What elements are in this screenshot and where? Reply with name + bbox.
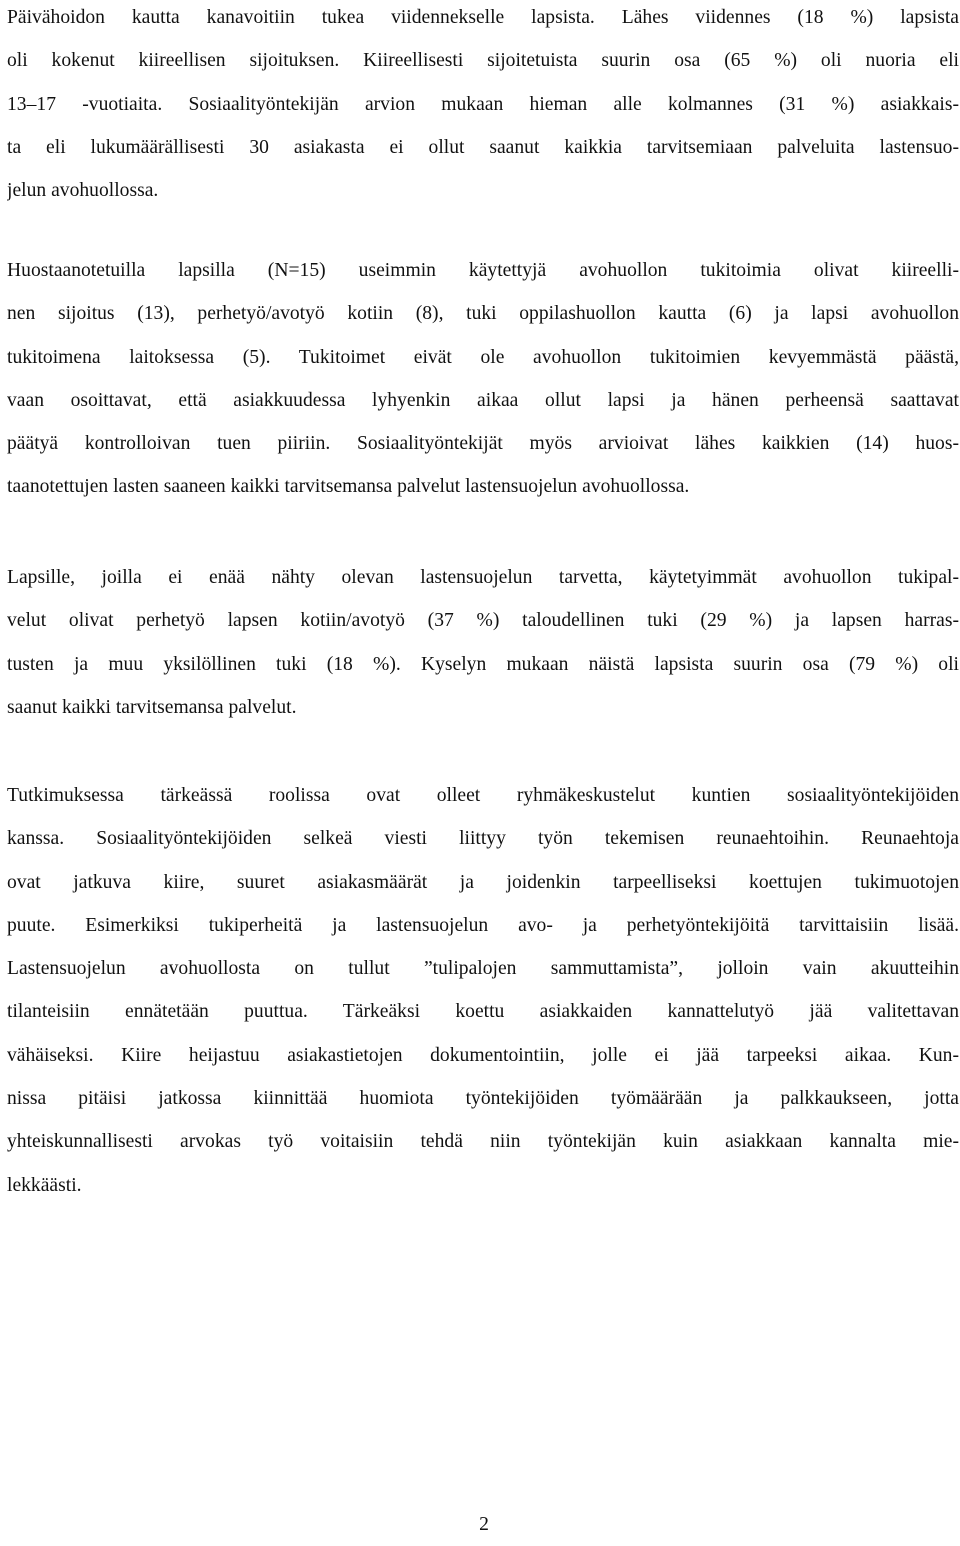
text-line: oli kokenut kiireellisen sijoituksen. Kiireellisesti sijoitetuista suurin osa (65 %) oli nuoria eli <box>7 50 959 72</box>
paragraph-2 <box>7 249 959 509</box>
text-line: Huostaanotetuilla lapsilla (N=15) useimmin käytettyjä avohuollon tukitoimia olivat kiireelli- <box>7 260 959 281</box>
text-line: tilanteisiin ennätetään puuttua. Tärkeäksi koettu asiakkaiden kannattelutyö jää valitettavan <box>7 1001 959 1023</box>
text-line: taanotettujen lasten saaneen kaikki tarvitsemansa palvelut lastensuojelun avohuollossa. <box>7 476 690 498</box>
text-line: tusten ja muu yksilöllinen tuki (18 %). Kyselyn mukaan näistä lapsista suurin osa (79 %) oli <box>7 653 959 675</box>
text-line: nen sijoitus (13), perhetyö/avotyö kotiin (8), tuki oppilashuollon kautta (6) ja lapsi avohuollon <box>7 303 959 325</box>
text-line: vähäiseksi. Kiire heijastuu asiakastietojen dokumentointiin, jolle ei jää tarpeeksi aikaa. Kun- <box>7 1044 959 1066</box>
paragraph-4 <box>7 774 959 1207</box>
text-line: yhteiskunnallisesti arvokas työ voitaisiin tehdä niin työntekijän kuin asiakkaan kannalta mie- <box>7 1131 959 1153</box>
text-line: nissa pitäisi jatkossa kiinnittää huomiota työntekijöiden työmäärään ja palkkaukseen, jotta <box>7 1088 959 1110</box>
text-line: kanssa. Sosiaalityöntekijöiden selkeä viesti liittyy työn tekemisen reunaehtoihin. Reunaehtoja <box>7 828 959 850</box>
text-line: Päivähoidon kautta kanavoitiin tukea viidennekselle lapsista. Lähes viidennes (18 %) lapsista <box>7 7 959 28</box>
text-line: vaan osoittavat, että asiakkuudessa lyhyenkin aikaa ollut lapsi ja hänen perheensä saattavat <box>7 389 959 411</box>
text-line: Lapsille, joilla ei enää nähty olevan lastensuojelun tarvetta, käytetyimmät avohuollon tukipal- <box>7 567 959 588</box>
text-line: 13–17 -vuotiaita. Sosiaalityöntekijän arvion mukaan hieman alle kolmannes (31 %) asiakkais- <box>7 93 959 115</box>
page-number: 2 <box>479 1514 489 1535</box>
text-line: velut olivat perhetyö lapsen kotiin/avotyö (37 %) taloudellinen tuki (29 %) ja lapsen harras- <box>7 610 959 632</box>
text-line: ovat jatkuva kiire, suuret asiakasmäärät ja joidenkin tarpeelliseksi koettujen tukimuotojen <box>7 871 959 893</box>
text-line: tukitoimena laitoksessa (5). Tukitoimet eivät ole avohuollon tukitoimien kevyemmästä päästä, <box>7 346 959 368</box>
text-line: ta eli lukumäärällisesti 30 asiakasta ei ollut saanut kaikkia tarvitsemiaan palveluita lastensuo- <box>7 136 959 158</box>
text-line: päätyä kontrolloivan tuen piiriin. Sosiaalityöntekijät myös arvioivat lähes kaikkien (14) huos- <box>7 433 959 455</box>
text-line: lekkäästi. <box>7 1174 82 1196</box>
paragraph-3 <box>7 556 959 729</box>
text-line: Tutkimuksessa tärkeässä roolissa ovat olleet ryhmäkeskustelut kuntien sosiaalityöntekijöiden <box>7 785 959 806</box>
text-line: Lastensuojelun avohuollosta on tullut ”tulipalojen sammuttamista”, jolloin vain akuutteihin <box>7 958 959 980</box>
text-line: saanut kaikki tarvitsemansa palvelut. <box>7 696 297 718</box>
paragraph-1 <box>7 0 959 212</box>
text-line: puute. Esimerkiksi tukiperheitä ja lastensuojelun avo- ja perhetyöntekijöitä tarvittaisiin lisää. <box>7 914 959 936</box>
text-line: jelun avohuollossa. <box>7 180 159 202</box>
